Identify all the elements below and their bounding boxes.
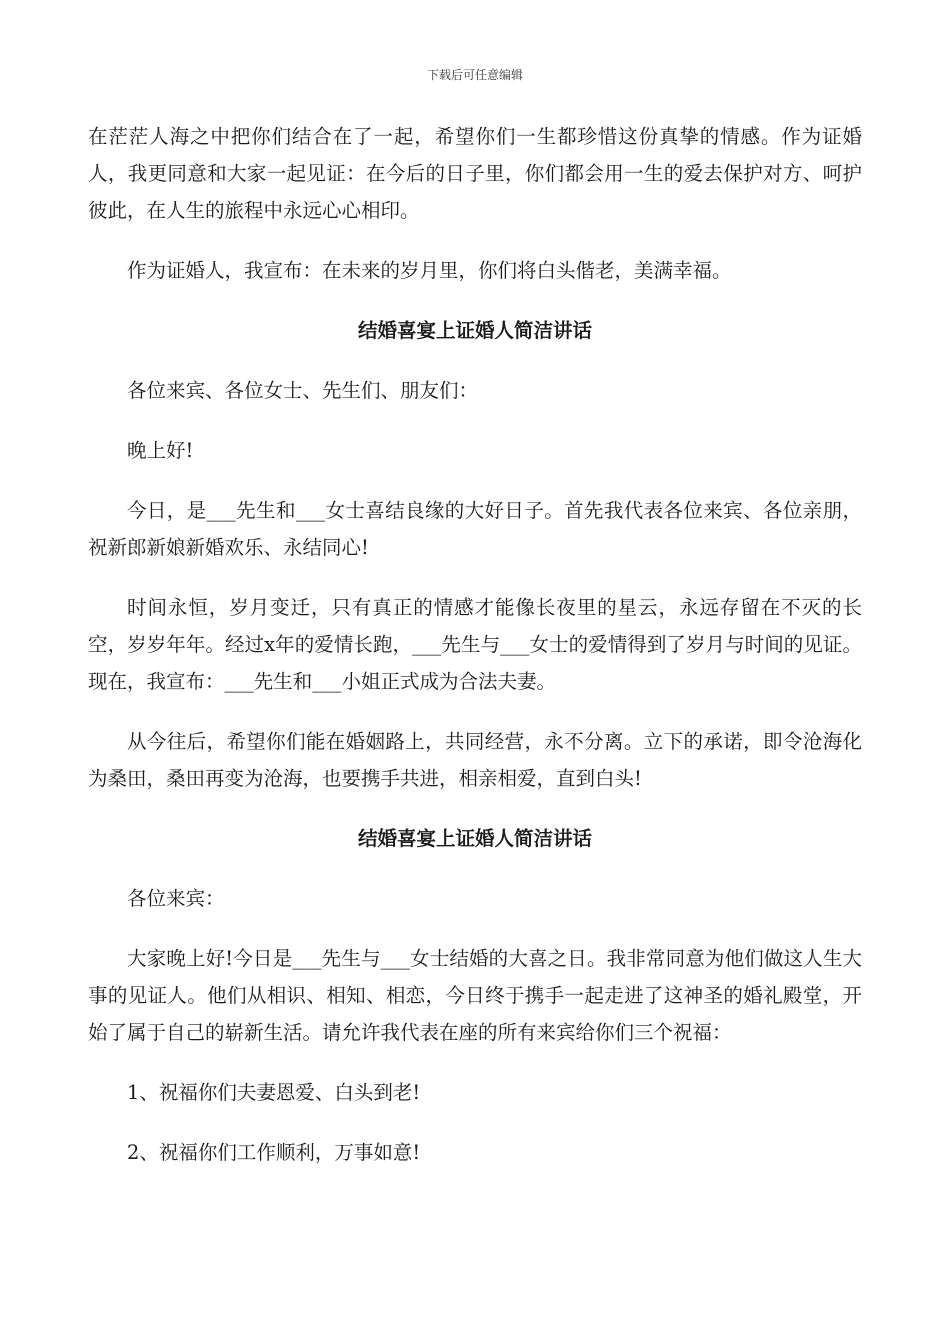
document-body: [88, 118, 862, 1194]
page-header: 下载后可任意编辑: [426, 68, 523, 82]
list-item: 1、祝福你们夫妻恩爱、白头到老!: [127, 1081, 421, 1104]
paragraph: 晚上好!: [127, 439, 194, 462]
paragraph: 从今往后，希望你们能在婚姻路上，共同经营，永不分离。立下的承诺，即令沧海化为桑田，桑田再变为沧海，也要携手共进，相亲相爱，直到白头!: [88, 730, 862, 790]
paragraph: 各位来宾：: [127, 887, 225, 910]
paragraph: 大家晚上好!今日是___先生与___女士结婚的大喜之日。我非常同意为他们做这人生大事的见证人。他们从相识、相知、相恋，今日终于携手一起走进了这神圣的婚礼殿堂，开始了属于自己的崭新生活。请允许我代表在座的所有来宾给你们三个祝福：: [88, 947, 862, 1044]
paragraph: 时间永恒，岁月变迁，只有真正的情感才能像长夜里的星云，永远存留在不灭的长空，岁岁年年。经过x年的爱情长跑，___先生与___女士的爱情得到了岁月与时间的见证。现在，我宣布：___先生和___小姐正式成为合法夫妻。: [88, 596, 862, 693]
paragraph: 各位来宾、各位女士、先生们、朋友们：: [127, 379, 479, 402]
paragraph: 今日，是___先生和___女士喜结良缘的大好日子。首先我代表各位来宾、各位亲朋，祝新郎新娘新婚欢乐、永结同心!: [88, 499, 862, 559]
section-heading: 结婚喜宴上证婚人简洁讲话: [357, 319, 592, 342]
paragraph: 在茫茫人海之中把你们结合在了一起，希望你们一生都珍惜这份真挚的情感。作为证婚人，我更同意和大家一起见证：在今后的日子里，你们都会用一生的爱去保护对方、呵护彼此，在人生的旅程中永远心心相印。: [88, 125, 862, 222]
list-item: 2、祝福你们工作顺利，万事如意!: [127, 1141, 421, 1164]
paragraph: 作为证婚人，我宣布：在未来的岁月里，你们将白头偕老，美满幸福。: [127, 259, 732, 282]
section-heading: 结婚喜宴上证婚人简洁讲话: [357, 827, 592, 850]
